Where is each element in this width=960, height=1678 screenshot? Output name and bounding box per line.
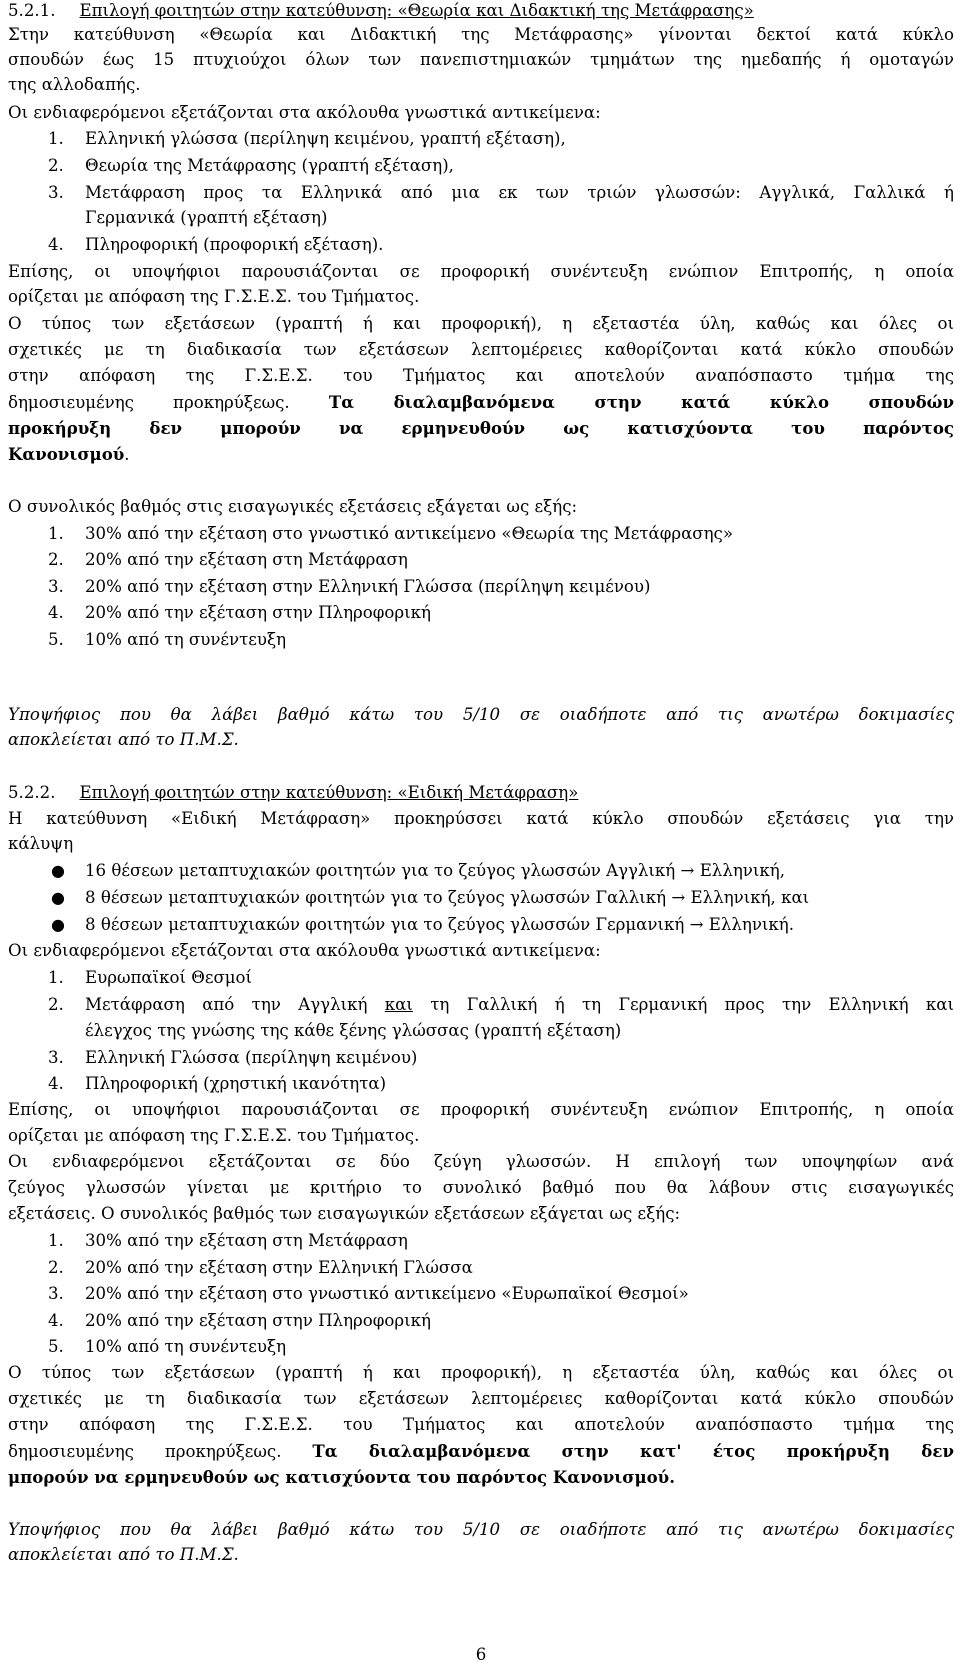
paragraph-line: Επίσης, οι υποψήφιοι παρουσιάζονται σε προφορική συνέντευξη ενώπιον Επιτροπής, η οποία xyxy=(8,262,954,281)
list-item: 10% από τη συνέντευξη xyxy=(85,630,287,649)
list-number: 1. xyxy=(48,1231,64,1250)
list-item: Ελληνική γλώσσα (περίληψη κειμένου, γραπτή εξέταση), xyxy=(85,129,566,148)
paragraph-line: σπουδών έως 15 πτυχιούχοι όλων των πανεπιστημιακών τμημάτων της ημεδαπής ή ομοταγών xyxy=(8,50,954,69)
bullet-item: 8 θέσεων μεταπτυχιακών φοιτητών για το ζεύγος γλωσσών Γαλλική → Ελληνική, και xyxy=(85,888,810,907)
bold-notice: Τα διαλαμβανόμενα στην κατά κύκλο σπουδών xyxy=(328,392,954,412)
grade-intro: Ο συνολικός βαθμός στις εισαγωγικές εξετάσεις εξάγεται ως εξής: xyxy=(8,497,578,516)
bullet-icon: ● xyxy=(51,915,65,934)
list-item: Ελληνική Γλώσσα (περίληψη κειμένου) xyxy=(85,1048,418,1067)
paragraph-line: εξετάσεις. Ο συνολικός βαθμός των εισαγωγικών εξετάσεων εξάγεται ως εξής: xyxy=(8,1204,681,1223)
subjects-intro: Οι ενδιαφερόμενοι εξετάζονται στα ακόλουθα γνωστικά αντικείμενα: xyxy=(8,103,601,122)
list-number: 1. xyxy=(48,129,64,148)
bold-notice-end xyxy=(8,442,130,466)
underlined-word: και xyxy=(384,995,413,1014)
bullet-item: 16 θέσεων μεταπτυχιακών φοιτητών για το ζεύγος γλωσσών Αγγλική → Ελληνική, xyxy=(85,861,785,880)
bold-notice: Τα διαλαμβανόμενα στην κατ' έτος προκήρυξη δεν xyxy=(312,1441,954,1461)
paragraph-line: κάλυψη xyxy=(8,834,74,853)
section-heading-5-2-2 xyxy=(8,781,578,805)
list-item: Πληροφορική (χρηστική ικανότητα) xyxy=(85,1074,387,1093)
section-heading-5-2-1 xyxy=(8,0,754,23)
list-number: 5. xyxy=(48,1337,64,1356)
list-number: 1. xyxy=(48,968,64,987)
section-number: 5.2.2. xyxy=(8,783,56,802)
bullet-icon: ● xyxy=(51,888,65,907)
list-number: 4. xyxy=(48,1311,64,1330)
list-number: 4. xyxy=(48,235,64,254)
paragraph-line: Ο τύπος των εξετάσεων (γραπτή ή και προφορική), η εξεταστέα ύλη, καθώς και όλες οι xyxy=(8,314,954,333)
paragraph-line-mixed xyxy=(8,1439,954,1463)
paragraph-line: της αλλοδαπής. xyxy=(8,75,141,94)
list-item: Μετάφραση προς τα Ελληνικά από μια εκ των τριών γλωσσών: Αγγλικά, Γαλλικά ή xyxy=(85,183,954,202)
list-number: 4. xyxy=(48,1074,64,1093)
exclusion-note: αποκλείεται από το Π.Μ.Σ. xyxy=(8,730,239,749)
bullet-item: 8 θέσεων μεταπτυχιακών φοιτητών για το ζεύγος γλωσσών Γερμανική → Ελληνική. xyxy=(85,915,795,934)
section-title: Επιλογή φοιτητών στην κατεύθυνση: «Θεωρία και Διδακτική της Μετάφρασης» xyxy=(79,1,754,20)
bold-notice: Κανονισμού xyxy=(8,444,125,464)
list-number: 2. xyxy=(48,995,64,1014)
paragraph-text: δημοσιευμένης προκηρύξεως. xyxy=(8,1442,282,1461)
paragraph-line: ορίζεται με απόφαση της Γ.Σ.Ε.Σ. του Τμήματος. xyxy=(8,287,420,306)
list-item-continuation: Γερμανικά (γραπτή εξέταση) xyxy=(85,208,328,227)
list-number: 2. xyxy=(48,550,64,569)
exclusion-note: Υποψήφιος που θα λάβει βαθμό κάτω του 5/10 σε οιαδήποτε από τις ανωτέρω δοκιμασίες xyxy=(8,1520,954,1539)
list-number: 3. xyxy=(48,183,64,202)
paragraph-line: σχετικές με τη διαδικασία των εξετάσεων λεπτομέρειες καθορίζονται κατά κύκλο σπουδών xyxy=(8,340,954,359)
paragraph-line: Στην κατεύθυνση «Θεωρία και Διδακτική της Μετάφρασης» γίνονται δεκτοί κατά κύκλο xyxy=(8,25,954,44)
page-number: 6 xyxy=(475,1645,487,1664)
list-number: 2. xyxy=(48,1258,64,1277)
bold-notice: προκήρυξη δεν μπορούν να ερμηνευθούν ως κατισχύοντα του παρόντος xyxy=(8,418,954,438)
paragraph-line: στην απόφαση της Γ.Σ.Ε.Σ. του Τμήματος και αποτελούν αναπόσπαστο τμήμα της xyxy=(8,366,954,385)
list-number: 3. xyxy=(48,1284,64,1303)
exclusion-note: αποκλείεται από το Π.Μ.Σ. xyxy=(8,1545,239,1564)
paragraph-line: ζεύγος γλωσσών γίνεται με κριτήριο το συνολικό βαθμό που θα λάβουν στις εισαγωγικές xyxy=(8,1178,954,1197)
paragraph-text: δημοσιευμένης προκηρύξεως. xyxy=(8,393,290,412)
list-item: Ευρωπαϊκοί Θεσμοί xyxy=(85,968,253,987)
paragraph-line: ορίζεται με απόφαση της Γ.Σ.Ε.Σ. του Τμήματος. xyxy=(8,1126,420,1145)
paragraph-line-mixed xyxy=(8,390,954,414)
list-number: 5. xyxy=(48,630,64,649)
paragraph-line: στην απόφαση της Γ.Σ.Ε.Σ. του Τμήματος και αποτελούν αναπόσπαστο τμήμα της xyxy=(8,1415,954,1434)
subjects-intro: Οι ενδιαφερόμενοι εξετάζονται στα ακόλουθα γνωστικά αντικείμενα: xyxy=(8,941,601,960)
list-number: 2. xyxy=(48,156,64,175)
paragraph-line: Οι ενδιαφερόμενοι εξετάζονται σε δύο ζεύγη γλωσσών. Η επιλογή των υποψηφίων ανά xyxy=(8,1152,954,1171)
section-number: 5.2.1. xyxy=(8,1,56,20)
list-item: 20% από την εξέταση στο γνωστικό αντικείμενο «Ευρωπαϊκοί Θεσμοί» xyxy=(85,1284,689,1303)
list-item: 20% από την εξέταση στην Πληροφορική xyxy=(85,1311,431,1330)
list-number: 3. xyxy=(48,577,64,596)
list-item: 30% από την εξέταση στο γνωστικό αντικείμενο «Θεωρία της Μετάφρασης» xyxy=(85,524,734,543)
list-number: 1. xyxy=(48,524,64,543)
section-title: Επιλογή φοιτητών στην κατεύθυνση: «Ειδική Μετάφραση» xyxy=(79,783,579,802)
paragraph-line: Επίσης, οι υποψήφιοι παρουσιάζονται σε προφορική συνέντευξη ενώπιον Επιτροπής, η οποία xyxy=(8,1100,954,1119)
list-item: 30% από την εξέταση στη Μετάφραση xyxy=(85,1231,408,1250)
list-item: Πληροφορική (προφορική εξέταση). xyxy=(85,235,384,254)
list-item-text: Μετάφραση από την Αγγλική xyxy=(85,995,385,1014)
list-item: 20% από την εξέταση στην Πληροφορική xyxy=(85,603,431,622)
list-item-text: τη Γαλλική ή τη Γερμανική προς την Ελληνική και xyxy=(412,995,954,1014)
list-item: 20% από την εξέταση στη Μετάφραση xyxy=(85,550,408,569)
exclusion-note: Υποψήφιος που θα λάβει βαθμό κάτω του 5/10 σε οιαδήποτε από τις ανωτέρω δοκιμασίες xyxy=(8,705,954,724)
list-item-continuation: έλεγχος της γνώσης της κάθε ξένης γλώσσας (γραπτή εξέταση) xyxy=(85,1021,622,1040)
paragraph-line: Η κατεύθυνση «Ειδική Μετάφραση» προκηρύσσει κατά κύκλο σπουδών εξετάσεις για την xyxy=(8,809,954,828)
paragraph-line: Ο τύπος των εξετάσεων (γραπτή ή και προφορική), η εξεταστέα ύλη, καθώς και όλες οι xyxy=(8,1363,954,1382)
list-item: 10% από τη συνέντευξη xyxy=(85,1337,287,1356)
paragraph-line: σχετικές με τη διαδικασία των εξετάσεων λεπτομέρειες καθορίζονται κατά κύκλο σπουδών xyxy=(8,1389,954,1408)
list-item xyxy=(85,993,954,1017)
punctuation: . xyxy=(124,445,130,464)
bullet-icon: ● xyxy=(51,861,65,880)
list-item: 20% από την εξέταση στην Ελληνική Γλώσσα xyxy=(85,1258,473,1277)
list-item: Θεωρία της Μετάφρασης (γραπτή εξέταση), xyxy=(85,156,454,175)
list-number: 3. xyxy=(48,1048,64,1067)
list-number: 4. xyxy=(48,603,64,622)
list-item: 20% από την εξέταση στην Ελληνική Γλώσσα (περίληψη κειμένου) xyxy=(85,577,651,596)
bold-notice: μπορούν να ερμηνευθούν ως κατισχύοντα του παρόντος Κανονισμού. xyxy=(8,1467,675,1487)
